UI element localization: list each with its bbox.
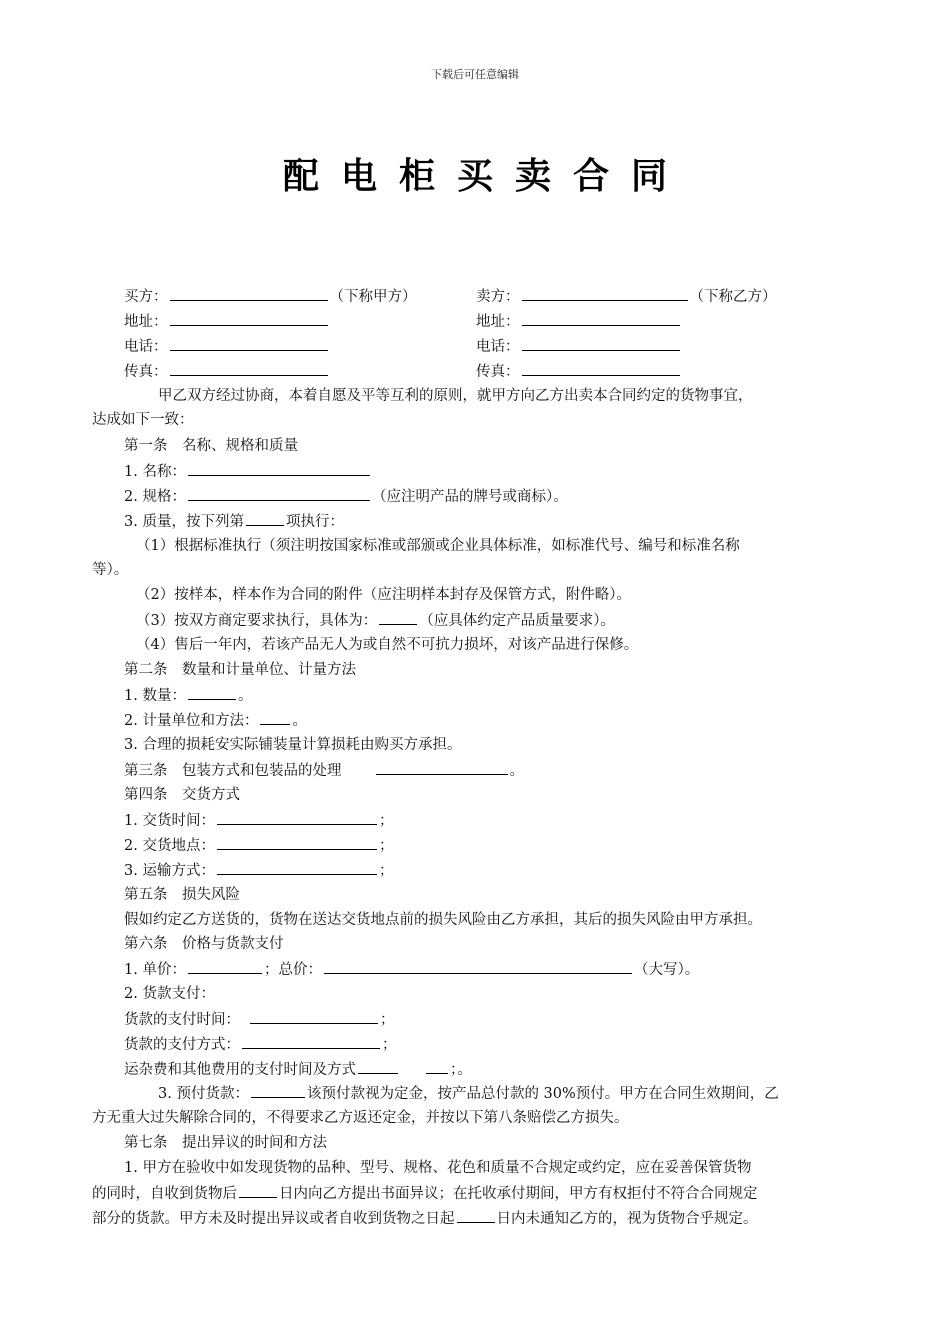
article2-heading: 第二条 数量和计量单位、计量方法 [124, 662, 356, 678]
seller-label: 卖方： [476, 289, 520, 305]
freight-row [124, 1059, 472, 1080]
delivery-time-row [124, 810, 393, 831]
article7-line-3-b: 日内未通知乙方的，视为货物合乎规定。 [496, 1211, 758, 1227]
delivery-place-blank[interactable] [217, 835, 377, 850]
page-header: 下载后可任意编辑 [431, 68, 519, 81]
seller-address-label: 地址： [476, 314, 520, 330]
seller-row [476, 286, 777, 307]
quantity-blank[interactable] [188, 685, 236, 700]
article5-heading: 第五条 损失风险 [124, 887, 240, 903]
pay-time-blank[interactable] [250, 1009, 378, 1024]
article7-heading: 第七条 提出异议的时间和方法 [124, 1135, 327, 1151]
quality-text-a: 3. 质量，按下列第 [124, 514, 244, 530]
packaging-blank[interactable] [376, 760, 508, 775]
buyer-address-blank[interactable] [170, 311, 328, 326]
delivery-place-row [124, 835, 393, 856]
quality-text-b: 项执行： [285, 514, 344, 530]
delivery-time-blank[interactable] [217, 810, 377, 825]
prepay-text: 该预付款视为定金，按产品总付款的 30%预付。甲方在合同生效期间，乙 [306, 1086, 779, 1102]
article4-heading: 第四条 交货方式 [124, 787, 240, 803]
transport-blank[interactable] [217, 860, 377, 875]
price-row [124, 959, 699, 980]
article7-line-2-b: 日内向乙方提出书面异议；在托收承付期间，甲方有权拒付不符合合同规定 [279, 1186, 758, 1202]
article3-heading: 第三条 包装方式和包装品的处理 [124, 763, 342, 779]
seller-fax-blank[interactable] [522, 361, 680, 376]
unit-blank[interactable] [260, 710, 290, 725]
quality-option-1-line-1: （1）根据标准执行（须注明按国家标准或部颁或企业具体标准，如标准代号、编号和标准名称 [136, 538, 740, 554]
spec-note: （应注明产品的牌号或商标）。 [371, 489, 568, 505]
buyer-phone-row [124, 336, 330, 357]
transport-label: 3. 运输方式： [124, 863, 215, 879]
quality-option-1-line-2: 等）。 [92, 562, 129, 578]
seller-blank[interactable] [522, 286, 688, 301]
daxie-note: （大写）。 [633, 962, 700, 978]
document-title: 配电柜买卖合同 [282, 156, 689, 197]
total-price-label: ；总价： [263, 962, 322, 978]
buyer-address-row [124, 311, 330, 332]
article3-end: 。 [509, 763, 524, 779]
buyer-phone-blank[interactable] [170, 336, 328, 351]
seller-phone-row [476, 336, 682, 357]
unit-price-blank[interactable] [188, 959, 262, 974]
article2-qty-row [124, 685, 252, 706]
delivery-place-label: 2. 交货地点： [124, 838, 215, 854]
intro-line-1: 甲乙双方经过协商，本着自愿及平等互利的原则，就甲方向乙方出卖本合同约定的货物事宜， [158, 388, 753, 404]
buyer-address-label: 地址： [124, 314, 168, 330]
buyer-row [124, 286, 417, 307]
article1-spec-row [124, 486, 568, 507]
pay-time-label: 货款的支付时间： [124, 1012, 240, 1028]
quantity-end: 。 [237, 688, 253, 704]
intro-line-2: 达成如下一致： [92, 412, 194, 428]
article1-heading: 第一条 名称、规格和质量 [124, 438, 298, 454]
quality-option-4: （4）售后一年内，若该产品无人为或自然不可抗力损坏，对该产品进行保修。 [136, 637, 639, 653]
quality-option-3-b: （应具体约定产品质量要求）。 [419, 613, 615, 629]
buyer-phone-label: 电话： [124, 339, 168, 355]
pay-method-label: 货款的支付方式： [124, 1037, 240, 1053]
article7-line-3-a: 部分的货款。甲方未及时提出异议或者自收到货物之日起 [92, 1211, 455, 1227]
prepay-blank[interactable] [251, 1083, 305, 1098]
product-name-blank[interactable] [188, 461, 370, 476]
product-name-label: 1. 名称： [124, 464, 186, 480]
total-price-blank[interactable] [324, 959, 632, 974]
payment-label: 2. 货款支付： [124, 986, 215, 1002]
article7-line-2 [92, 1183, 758, 1204]
article3-row [124, 760, 524, 781]
freight-blank-1[interactable] [358, 1059, 398, 1074]
seller-address-row [476, 311, 682, 332]
pay-method-blank[interactable] [242, 1034, 380, 1049]
freight-blank-2[interactable] [426, 1059, 448, 1074]
pay-method-row [124, 1034, 397, 1055]
quality-option-3 [136, 610, 615, 631]
seller-address-blank[interactable] [522, 311, 680, 326]
article7-line-1: 1. 甲方在验收中如发现货物的品种、型号、规格、花色和质量不合规定或约定，应在妥善保管货物 [124, 1160, 752, 1176]
quality-option-3-a: （3）按双方商定要求执行，具体为： [136, 613, 378, 629]
seller-phone-blank[interactable] [522, 336, 680, 351]
buyer-blank[interactable] [170, 286, 328, 301]
transport-row [124, 860, 393, 881]
article2-unit-row [124, 710, 307, 731]
notify-days-blank[interactable] [457, 1208, 495, 1223]
quality-item-blank[interactable] [246, 511, 284, 526]
spec-blank[interactable] [188, 486, 370, 501]
quantity-label: 1. 数量： [124, 688, 186, 704]
pay-time-semi: ； [380, 1012, 395, 1028]
unit-label: 2. 计量单位和方法： [124, 713, 259, 729]
pay-method-semi: ； [382, 1037, 397, 1053]
objection-days-blank[interactable] [239, 1183, 277, 1198]
unit-end: 。 [292, 713, 307, 729]
pay-time-row [124, 1009, 395, 1030]
transport-semi: ； [378, 863, 394, 879]
prepay-line-1 [158, 1083, 779, 1104]
seller-note: （下称乙方） [689, 289, 777, 305]
spec-label: 2. 规格： [124, 489, 186, 505]
delivery-time-label: 1. 交货时间： [124, 813, 215, 829]
quality-option-3-blank[interactable] [379, 610, 417, 625]
article7-line-3 [92, 1208, 758, 1229]
seller-phone-label: 电话： [476, 339, 520, 355]
article7-line-2-a: 的同时，自收到货物后 [92, 1186, 237, 1202]
prepay-line-2: 方无重大过失解除合同的，不得要求乙方返还定金，并按以下第八条赔偿乙方损失。 [92, 1110, 629, 1126]
freight-end: ；。 [450, 1062, 472, 1078]
article2-loss: 3. 合理的损耗安实际铺装量计算损耗由购买方承担。 [124, 737, 462, 753]
article6-heading: 第六条 价格与货款支付 [124, 936, 284, 952]
article1-name-row [124, 461, 372, 482]
article5-text: 假如约定乙方送货的，货物在送达交货地点前的损失风险由乙方承担，其后的损失风险由甲方承担。 [124, 912, 762, 928]
buyer-fax-row [124, 361, 330, 382]
buyer-fax-label: 传真： [124, 364, 168, 380]
prepay-label: 3. 预付货款： [158, 1086, 249, 1102]
delivery-time-semi: ； [378, 813, 394, 829]
quality-option-2: （2）按样本，样本作为合同的附件（应注明样本封存及保管方式，附件略）。 [136, 587, 631, 603]
delivery-place-semi: ； [378, 838, 394, 854]
seller-fax-label: 传真： [476, 364, 520, 380]
seller-fax-row [476, 361, 682, 382]
freight-label: 运杂费和其他费用的支付时间及方式 [124, 1062, 356, 1078]
buyer-fax-blank[interactable] [170, 361, 328, 376]
buyer-note: （下称甲方） [329, 289, 417, 305]
unit-price-label: 1. 单价： [124, 962, 186, 978]
article1-quality-row [124, 511, 344, 532]
buyer-label: 买方： [124, 289, 168, 305]
